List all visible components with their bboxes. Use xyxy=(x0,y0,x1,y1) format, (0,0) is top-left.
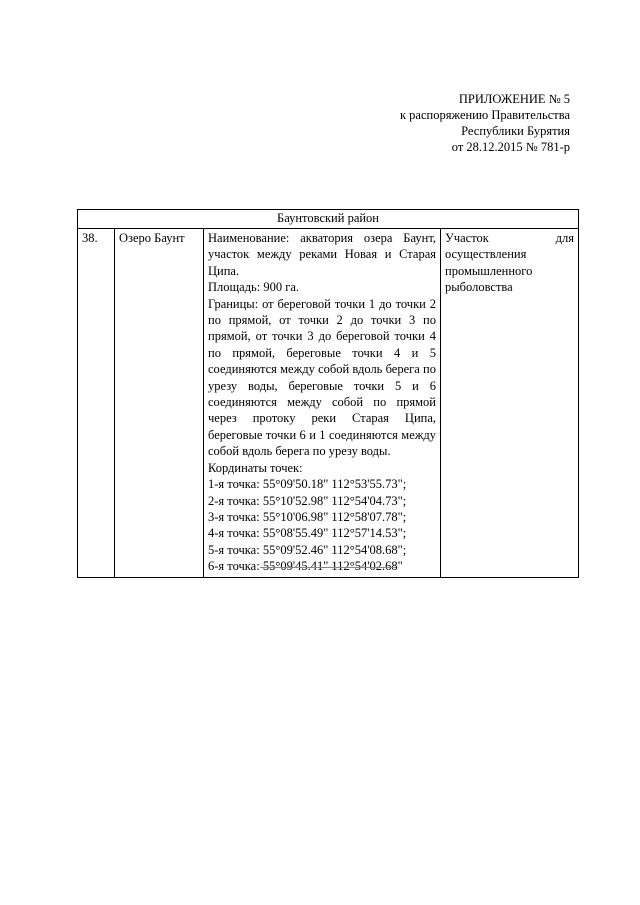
area-size: Площадь: 900 га. xyxy=(208,280,300,295)
appendix-title: ПРИЛОЖЕНИЕ № 5 xyxy=(458,92,570,106)
area-naming: Наименование: акватория озера Баунт, участок между реками Новая и Старая Ципа. xyxy=(208,231,436,278)
coordinate-point-3: 3-я точка: 55°10'06.98" 112°58'07.78"; xyxy=(208,509,407,524)
coordinate-point-6: 6-я точка: 55°09'45.41" 112°54'02.68" xyxy=(208,559,403,574)
appendix-header xyxy=(310,91,570,155)
coordinates-title: Кординаты точек: xyxy=(208,460,303,475)
table-row xyxy=(78,229,579,578)
end-divider xyxy=(260,567,396,568)
coordinate-point-2: 2-я точка: 55°10'52.98" 112°54'04.73"; xyxy=(208,493,407,508)
coordinate-point-4: 4-я точка: 55°08'55.49" 112°57'14.53"; xyxy=(208,526,407,541)
area-purpose: Участок для осуществления промышленного рыболовства xyxy=(441,229,579,578)
row-number: 38. xyxy=(78,229,115,578)
appendix-date-number: от 28.12.2015 № 781-р xyxy=(451,140,570,154)
fishing-areas-table xyxy=(77,209,579,578)
area-description-cell xyxy=(204,229,441,578)
appendix-decree-line: к распоряжению Правительства xyxy=(399,108,570,122)
coordinate-point-5: 5-я точка: 55°09'52.46" 112°54'08.68"; xyxy=(208,542,407,557)
appendix-republic-line: Республики Бурятия xyxy=(461,124,570,138)
coordinate-point-1: 1-я точка: 55°09'50.18" 112°53'55.73"; xyxy=(208,477,407,492)
district-row xyxy=(78,210,579,229)
water-body-name: Озеро Баунт xyxy=(115,229,204,578)
district-name: Баунтовский район xyxy=(78,210,579,229)
area-borders: Границы: от береговой точки 1 до точки 2 по прямой, от точки 2 до точки 3 по прямой, от точки 3 до береговой точки 4 по прямой, береговые точки 4 и 5 соединяются между собой вдоль берега по урезу воды, береговые точки 5 и 6 соединяются между собой по прямой через протоку реки Старая Ципа, береговые точки 6 и 1 соединяются между собой вдоль берега по урезу воды. xyxy=(208,296,436,459)
